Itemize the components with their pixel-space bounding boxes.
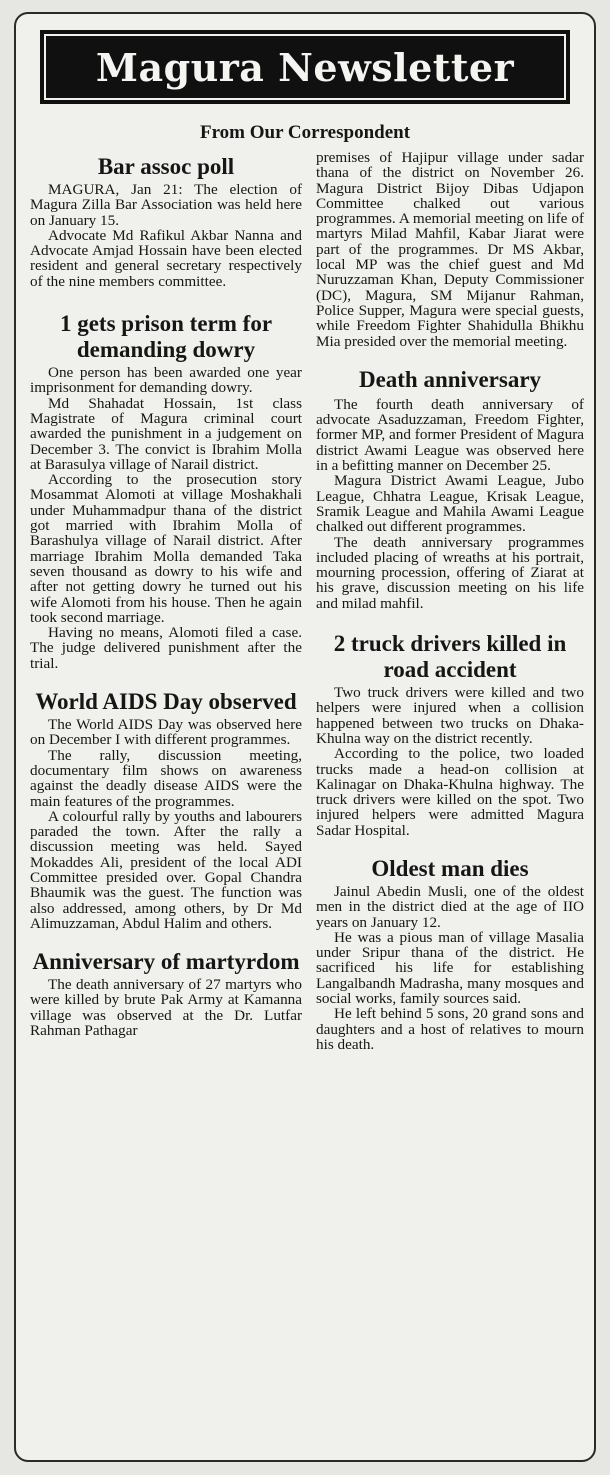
headline-bar-assoc: Bar assoc poll [97,154,235,179]
masthead-title: Magura Newsletter [95,44,515,90]
prison-paragraph-2: Md Shahadat Hossain, 1st class Magistrate of Magura criminal court awarded the punishment in a judgement on December 3. The convict is Ibrahim Molla at Barasulya village of Narail district. [30,394,302,473]
oldest-paragraph-2: He was a pious man of village Masalia under Sripur thana of the district. He sacrificed his life for establishing Langalbandh Madrasha, many mosques and social works, family sources said. [316,928,584,1008]
prison-paragraph-3: According to the prosecution story Mosammat Alomoti at village Moshakhali under Muhammadpur thana of the district got married with Ibrahim Molla of Barashulya village of Narail district. After marriage Ibrahim Molla demanded Taka seven thousand as dowry to his wife and after not getting dowry he turned out his wife Alomoti from his house. Then he again took second marriage. [30,471,302,626]
headline-truck-drivers-killed: 2 truck drivers killed in road accident [333,631,567,683]
truck-paragraph-2: According to the police, two loaded trucks made a head-on collision at Kalinagar on Dhaka-Khulna highway. The truck drivers were killed on the spot. Two injured helpers were admitted Magura Sadar Hospital. [316,745,584,839]
oldest-paragraph-3: He left behind 5 sons, 20 grand sons and daughters and a host of relatives to mourn his death. [316,1005,584,1053]
martyrdom-paragraph-start: The death anniversary of 27 martyrs who were killed by brute Pak Army at Kamanna village was observed at the Dr. Lutfar Rahman Pathagar [30,976,302,1040]
aids-paragraph-1: The World AIDS Day was observed here on December I with different programmes. [30,716,302,749]
left-column [30,150,302,1038]
masthead [40,30,570,104]
death-anniversary-paragraph-2: Magura District Awami League, Jubo League, Chhatra League, Krisak League, Sramik League and Mahila Awami League chalked out different programmes. [316,472,584,536]
prison-paragraph-4: Having no means, Alomoti filed a case. The judge delivered punishment after the trial. [30,624,302,672]
truck-paragraph-1: Two truck drivers were killed and two helpers were injured when a collision happened between two trucks on Dhaka-Khulna way on the district recently. [316,684,584,747]
byline: From Our Correspondent [199,122,411,143]
right-column [316,150,584,1052]
bar-assoc-paragraph-1: MAGURA, Jan 21: The election of Magura Zilla Bar Association was held here on January 15. [30,181,302,229]
aids-paragraph-3: A colourful rally by youths and labourers paraded the town. After the rally a discussion meeting was held. Sayed Mokaddes Ali, president of the local ADI Committee presided over. Gopal Chandra Bhaumik was the guest. The function was also addressed, among others, by Dr Md Alimuzzaman, Abdul Halim and others. [30,807,302,932]
oldest-paragraph-1: Jainul Abedin Musli, one of the oldest men in the district died at the age of IIO years on January 12. [316,882,584,931]
bar-assoc-paragraph-2: Advocate Md Rafikul Akbar Nanna and Advocate Amjad Hossain have been elected resident and general secretary respectively of the nine members committee. [30,226,302,290]
headline-oldest-man-dies: Oldest man dies [371,855,529,881]
death-anniversary-paragraph-1: The fourth death anniversary of advocate Asaduzzaman, Freedom Fighter, former MP, and former President of Magura district Awami League was observed here in a befitting manner on December 25. [316,395,584,475]
aids-paragraph-2: The rally, discussion meeting, documentary film shows on awareness against the deadly disease AIDS were the main features of the programmes. [30,746,302,810]
headline-world-aids-day: World AIDS Day observed [35,689,297,715]
death-anniversary-paragraph-3: The death anniversary programmes included placing of wreaths at his portrait, mourning procession, offering of Ziarat at his grave, discussion meeting on his life and milad mahfil. [316,533,584,612]
masthead-border [44,34,566,100]
martyrdom-paragraph-continued: premises of Hajipur village under sadar thana of the district on November 26. Magura District Bijoy Dibas Udjapon Committee chalked out various programmes. A memorial meeting on life of martyrs Milad Mahfil, Kabar Jiarat were part of the programmes. Dr MS Akbar, local MP was the chief guest and Md Nuruzzaman Khan, Deputy Commissioner (DC), Magura, SM Mijanur Rahman, Police Supper, Magura were special guests, while Freedom Fighter Shahidulla Bhikhu Mia presided over the memorial meeting. [316,149,584,350]
prison-paragraph-1: One person has been awarded one year imprisonment for demanding dowry. [30,364,302,397]
headline-death-anniversary: Death anniversary [358,366,542,392]
headline-anniversary-martyrdom: Anniversary of martyrdom [32,949,300,975]
headline-prison-term: 1 gets prison term for demanding dowry [59,311,273,363]
